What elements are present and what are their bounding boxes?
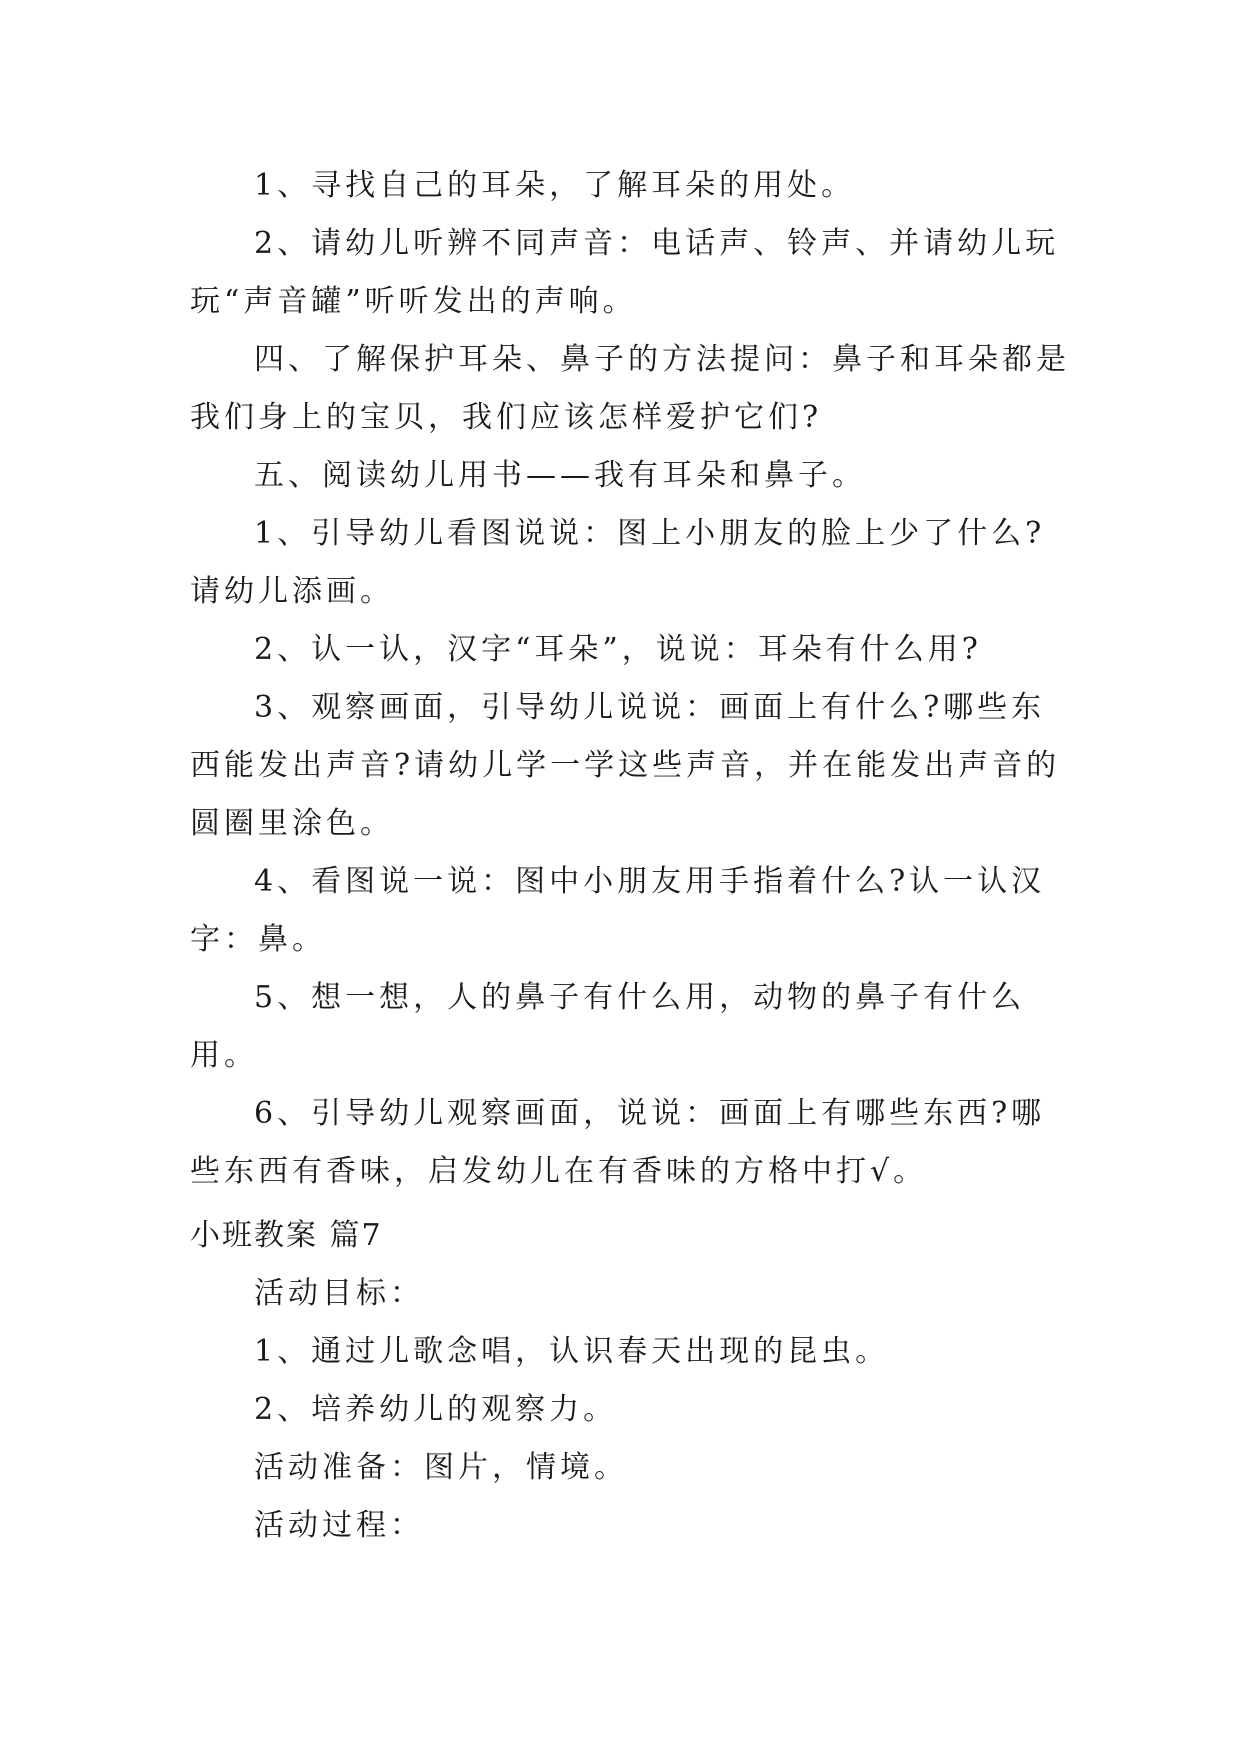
paragraph-learn-characters-ears: 2、认一认，汉字“耳朵”，说说：耳朵有什么用? xyxy=(254,632,982,667)
paragraph-observe-sounds: 3、观察画面，引导幼儿说说：画面上有什么?哪些东西能发出声音?请幼儿学一学这些声音，并在能发出声音的圆圈里涂色。 xyxy=(190,690,1061,841)
paragraph-fragrance-checkmark: 6、引导幼儿观察画面，说说：画面上有哪些东西?哪些东西有香味，启发幼儿在有香味的方格中打√。 xyxy=(190,1096,1046,1189)
paragraph-protect-ears-nose: 四、了解保护耳朵、鼻子的方法提问：鼻子和耳朵都是我们身上的宝贝，我们应该怎样爱护它们? xyxy=(190,342,1070,435)
paragraph-activity-preparation: 活动准备：图片，情境。 xyxy=(254,1450,628,1485)
lesson-continuation-section xyxy=(190,157,1070,1201)
section-heading-lesson-7: 小班教案 篇7 xyxy=(190,1218,383,1253)
paragraph-activity-goals: 活动目标： xyxy=(254,1276,424,1311)
paragraph-activity-process: 活动过程： xyxy=(254,1508,424,1543)
paragraph-look-at-picture: 1、引导幼儿看图说说：图上小朋友的脸上少了什么?请幼儿添画。 xyxy=(190,516,1046,609)
paragraph-listen-sounds: 2、请幼儿听辨不同声音：电话声、铃声、并请幼儿玩玩“声音罐”听听发出的声响。 xyxy=(190,226,1060,319)
paragraph-read-book: 五、阅读幼儿用书——我有耳朵和鼻子。 xyxy=(254,458,866,493)
paragraph-find-ears: 1、寻找自己的耳朵，了解耳朵的用处。 xyxy=(254,168,856,203)
paragraph-goal-observation: 2、培养幼儿的观察力。 xyxy=(254,1392,618,1427)
paragraph-think-nose-use: 5、想一想，人的鼻子有什么用，动物的鼻子有什么用。 xyxy=(190,980,1026,1073)
paragraph-point-nose: 4、看图说一说：图中小朋友用手指着什么?认一认汉字：鼻。 xyxy=(190,864,1046,957)
lesson-7-section xyxy=(190,1265,1070,1555)
paragraph-goal-insects: 1、通过儿歌念唱，认识春天出现的昆虫。 xyxy=(254,1334,890,1369)
